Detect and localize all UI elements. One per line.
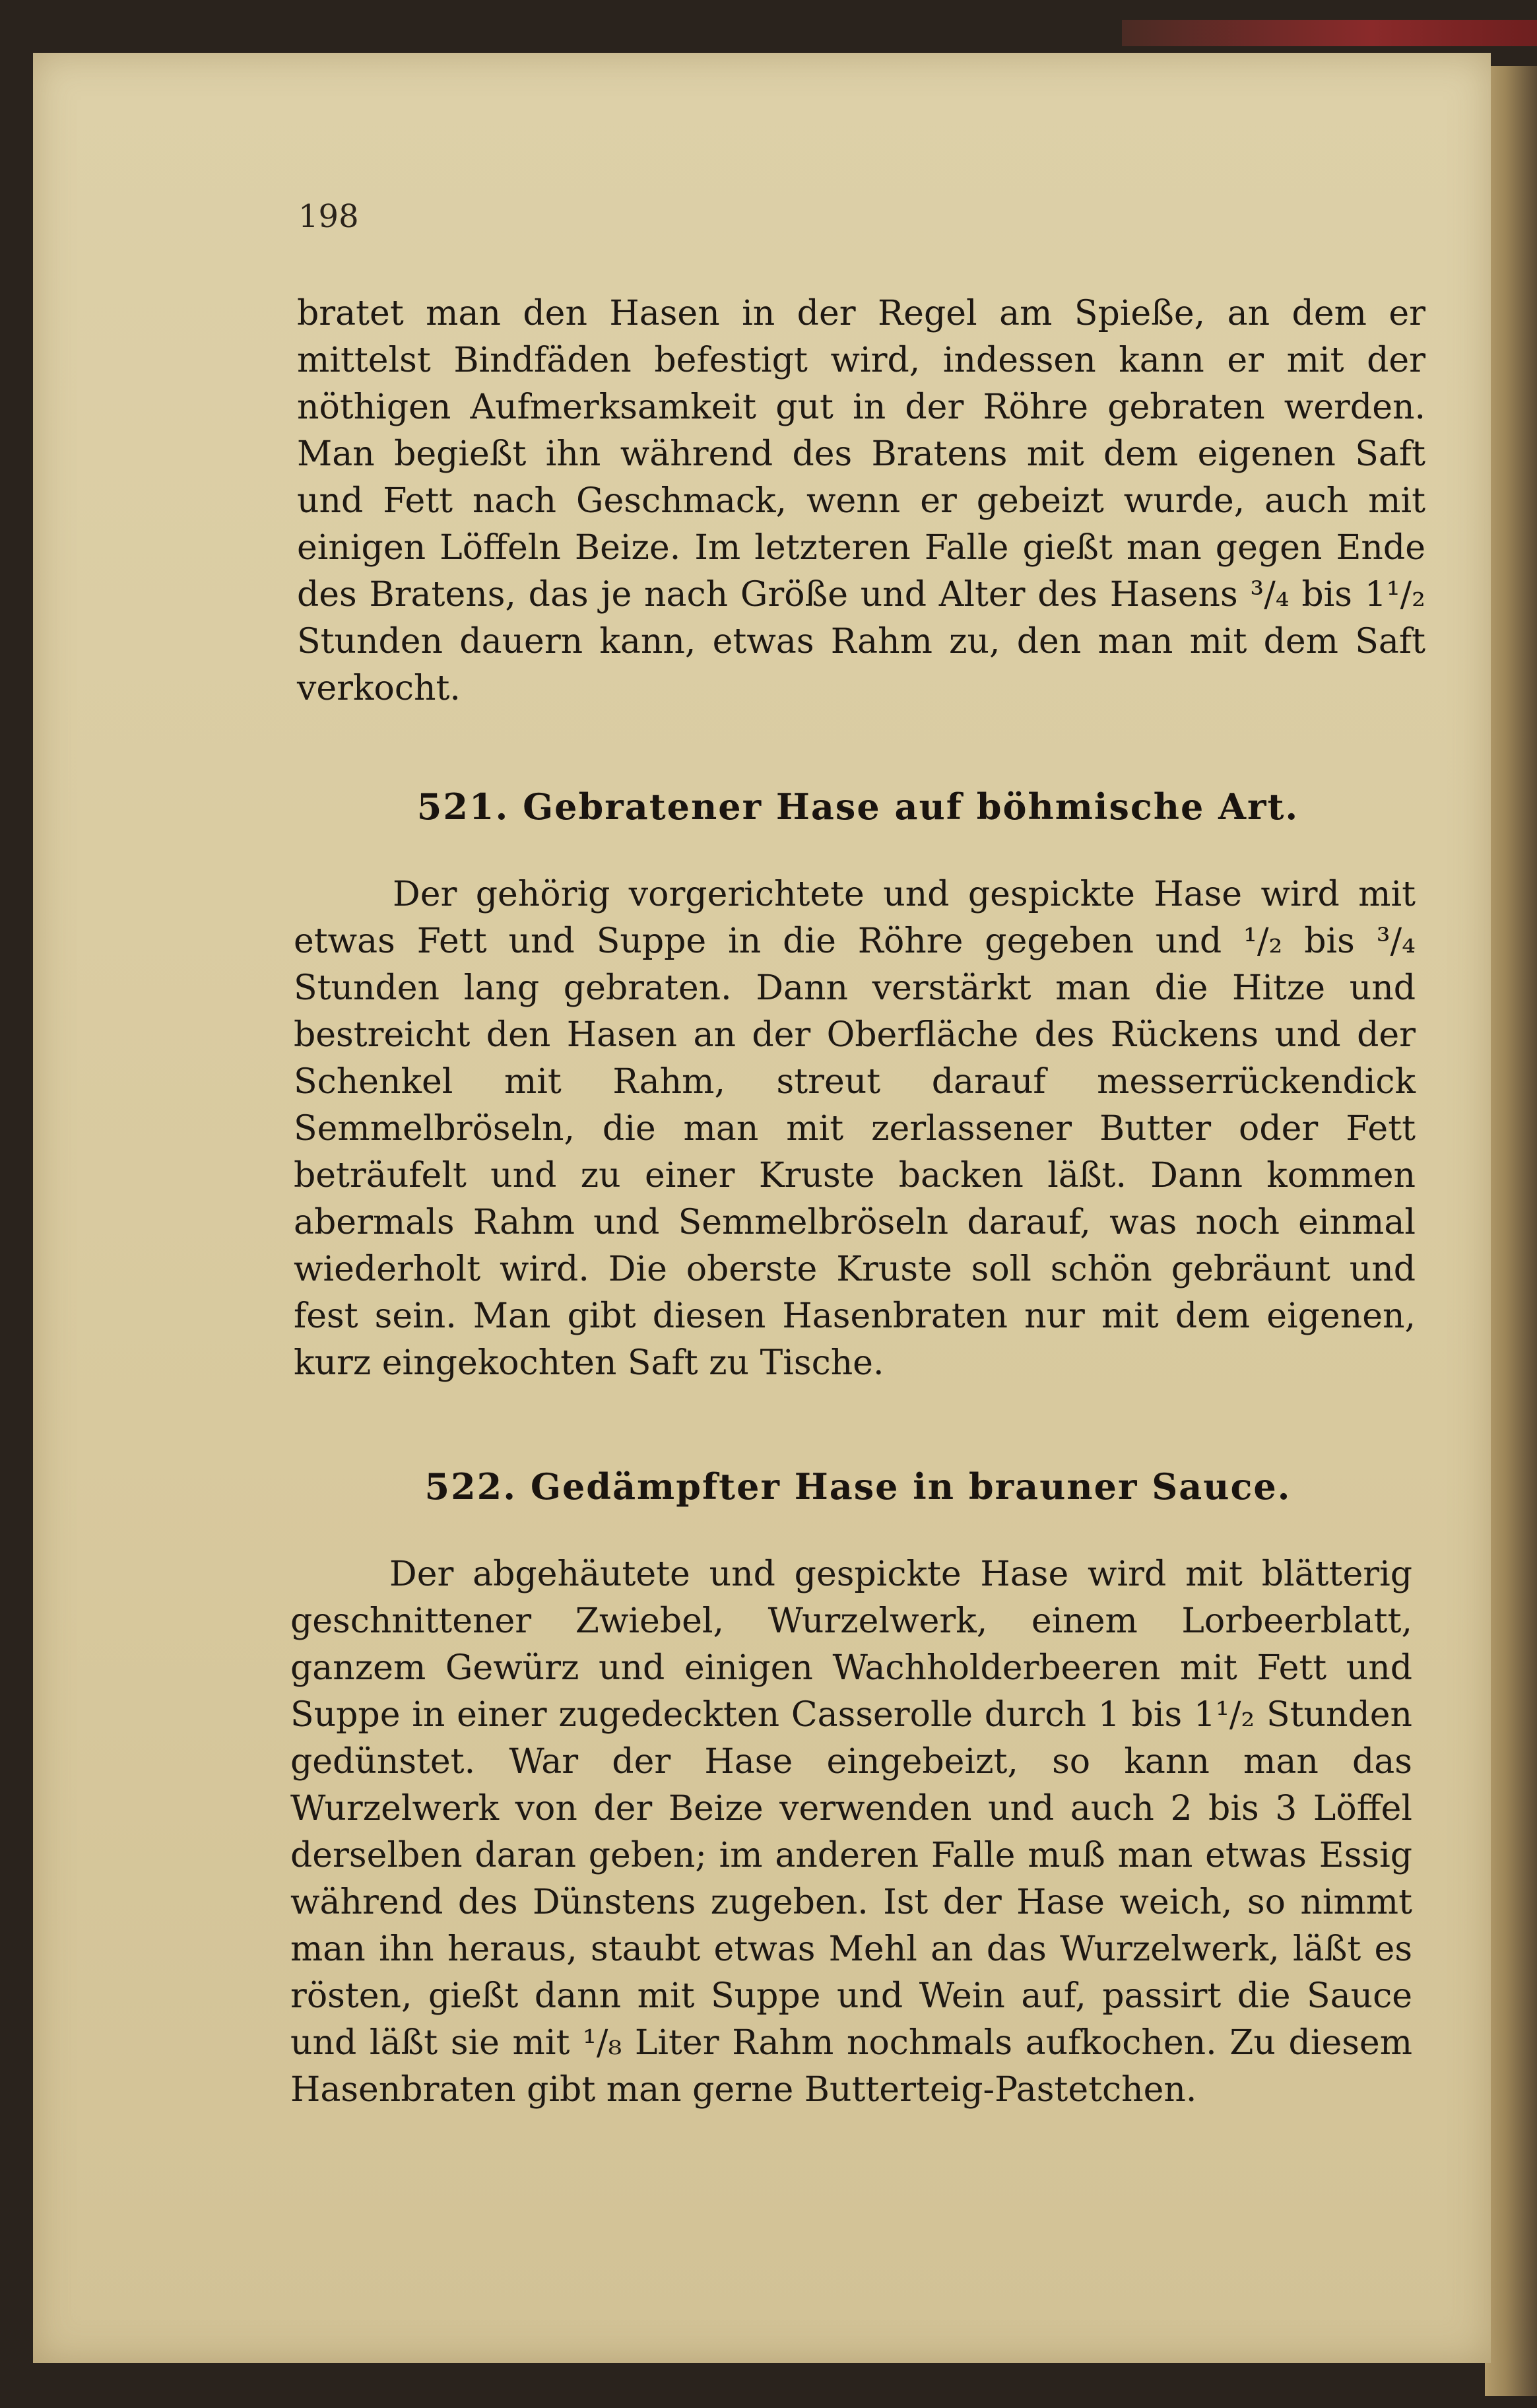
page-number: 198 — [298, 198, 359, 235]
recipe-521-text: Der gehörig vorgerichtete und gespickte Hase wird mit etwas Fett und Suppe in die Röhre gegeben und ¹/₂ bis ³/₄ Stunden lang gebraten. Dann verstärkt man die Hitze und bestreicht den Hasen an der Oberfläche des Rückens und der Schenkel mit Rahm, streut darauf messerrückendick Semmelbröseln, die man mit zerlassener Butter oder Fett beträufelt und zu einer Kruste backen läßt. Dann kommen abermals Rahm und Semmelbröseln darauf, was noch einmal wiederholt wird. Die oberste Kruste soll schön gebräunt und fest sein. Man gibt diesen Hasenbraten nur mit dem eigenen, kurz eingekochten Saft zu Tische. — [294, 875, 1416, 1383]
intro-paragraph: bratet man den Hasen in der Regel am Spieße, an dem er mittelst Bindfäden befestigt wird, indessen kann er mit der nöthigen Aufmerksamkeit gut in der Röhre gebraten werden. Man begießt ihn während des Bratens mit dem eigenen Saft und Fett nach Geschmack, wenn er gebeizt wurde, auch mit einigen Löffeln Beize. Im letzteren Falle gießt man gegen Ende des Bratens, das je nach Größe und Alter des Hasens ³/₄ bis 1¹/₂ Stunden dauern kann, etwas Rahm zu, den man mit dem Saft verkocht. — [297, 294, 1425, 708]
recipe-522-text: Der abgehäutete und gespickte Hase wird mit blätterig geschnittener Zwiebel, Wurzelwerk, einem Lorbeerblatt, ganzem Gewürz und einigen Wachholderbeeren mit Fett und Suppe in einer zugedeckten Casserolle durch 1 bis 1¹/₂ Stunden gedünstet. War der Hase eingebeizt, so kann man das Wurzelwerk von der Beize verwenden und auch 2 bis 3 Löffel derselben daran geben; im anderen Falle muß man etwas Essig während des Dünstens zugeben. Ist der Hase weich, so nimmt man ihn heraus, staubt etwas Mehl an das Wurzelwerk, läßt es rösten, gießt dann mit Suppe und Wein auf, passirt die Sauce und läßt sie mit ¹/₈ Liter Rahm nochmals aufkochen. Zu diesem Hasenbraten gibt man gerne Butterteig-Pastetchen. — [290, 1555, 1412, 2110]
recipe-521-title: 521. Gebratener Hase auf böhmische Art. — [416, 786, 1299, 828]
page-edge — [1485, 66, 1537, 2396]
recipe-522-title: 522. Gedämpfter Hase in brauner Sauce. — [424, 1465, 1292, 1508]
bookmark-ribbon — [1122, 20, 1537, 46]
